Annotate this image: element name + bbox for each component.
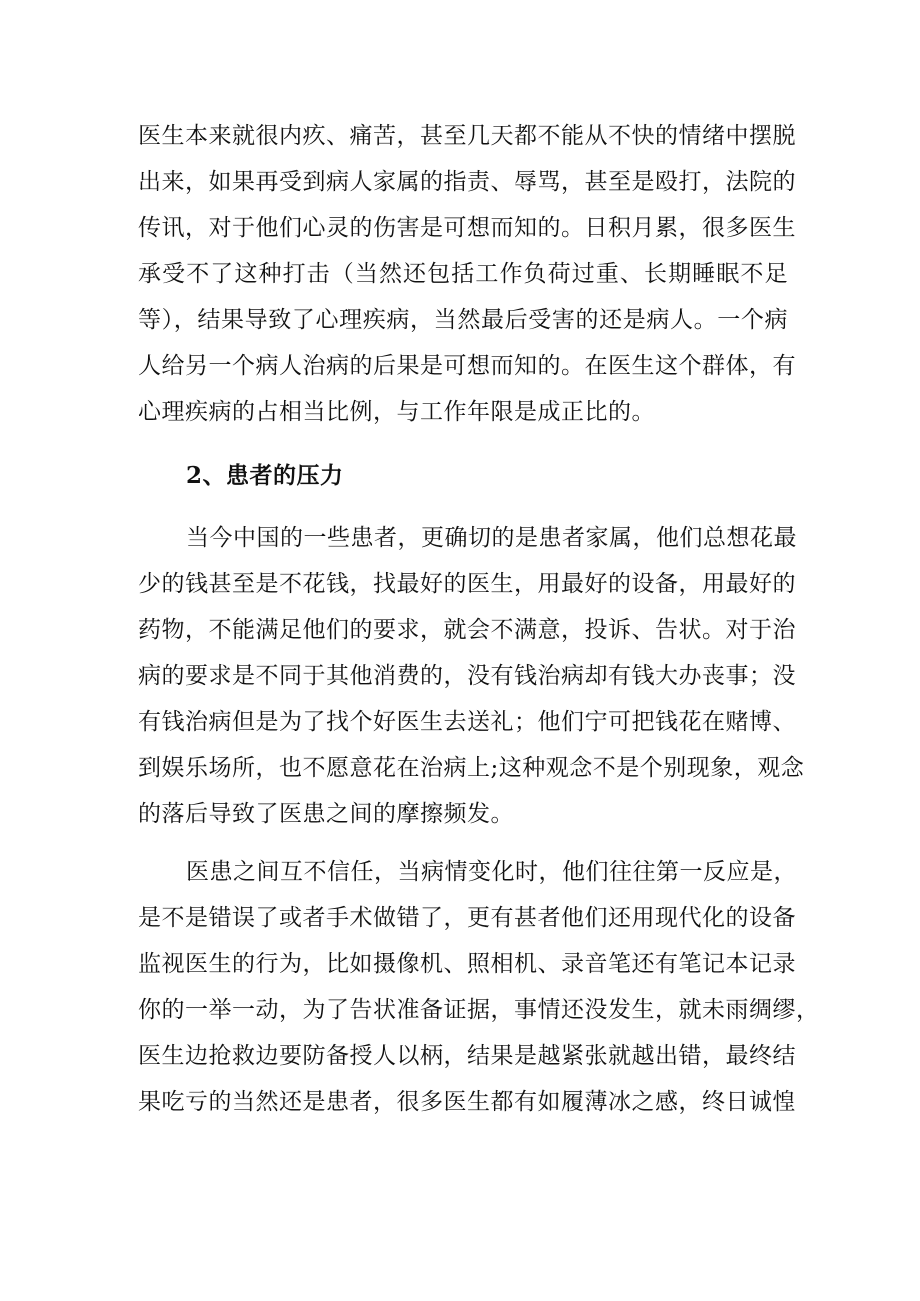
paragraph-3-line-1: 医患之间互不信任，当病情变化时，他们往往第一反应是， [186,859,797,885]
paragraph-3-line-3: 监视医生的行为，比如摄像机、照相机、录音笔还有笔记本记录 [138,951,796,977]
paragraph-2-line-2: 少的钱甚至是不花钱，找最好的医生，用最好的设备，用最好的 [138,571,796,597]
paragraph-2-line-1: 当今中国的一些患者，更确切的是患者家属，他们总想花最 [186,525,797,551]
paragraph-1-line-1: 医生本来就很内疚、痛苦，甚至几天都不能从不快的情绪中摆脱 [138,123,796,149]
paragraph-2-line-5: 有钱治病但是为了找个好医生去送礼；他们宁可把钱花在赌博、 [138,709,796,735]
paragraph-1-line-7: 心理疾病的占相当比例，与工作年限是成正比的。 [138,399,655,425]
paragraph-1-line-4: 承受不了这种打击（当然还包括工作负荷过重、长期睡眠不足 [138,261,788,287]
paragraph-1-line-6: 人给另一个病人治病的后果是可想而知的。在医生这个群体，有 [138,353,796,379]
paragraph-3-line-5: 医生边抢救边要防备授人以柄，结果是越紧张就越出错，最终结 [138,1043,796,1069]
paragraph-1-line-3: 传讯，对于他们心灵的伤害是可想而知的。日积月累，很多医生 [138,215,796,241]
paragraph-1-line-2: 出来，如果再受到病人家属的指责、辱骂，甚至是殴打，法院的 [138,169,796,195]
section-heading: 2、患者的压力 [186,462,344,489]
paragraph-2-line-6: 到娱乐场所，也不愿意花在治病上;这种观念不是个别现象，观念 [138,755,805,781]
paragraph-2-line-3: 药物，不能满足他们的要求，就会不满意，投诉、告状。对于治 [138,617,796,643]
paragraph-1-line-5: 等），结果导致了心理疾病，当然最后受害的还是病人。一个病 [138,307,788,333]
paragraph-2-line-4: 病的要求是不同于其他消费的，没有钱治病却有钱大办丧事；没 [138,663,796,689]
paragraph-2-line-7: 的落后导致了医患之间的摩擦频发。 [138,801,514,827]
paragraph-3-line-6: 果吃亏的当然还是患者，很多医生都有如履薄冰之感，终日诚惶 [138,1089,796,1115]
paragraph-3-line-2: 是不是错误了或者手术做错了，更有甚者他们还用现代化的设备 [138,905,796,931]
paragraph-3-line-4: 你的一举一动，为了告状准备证据，事情还没发生，就未雨绸缪， [138,997,820,1023]
